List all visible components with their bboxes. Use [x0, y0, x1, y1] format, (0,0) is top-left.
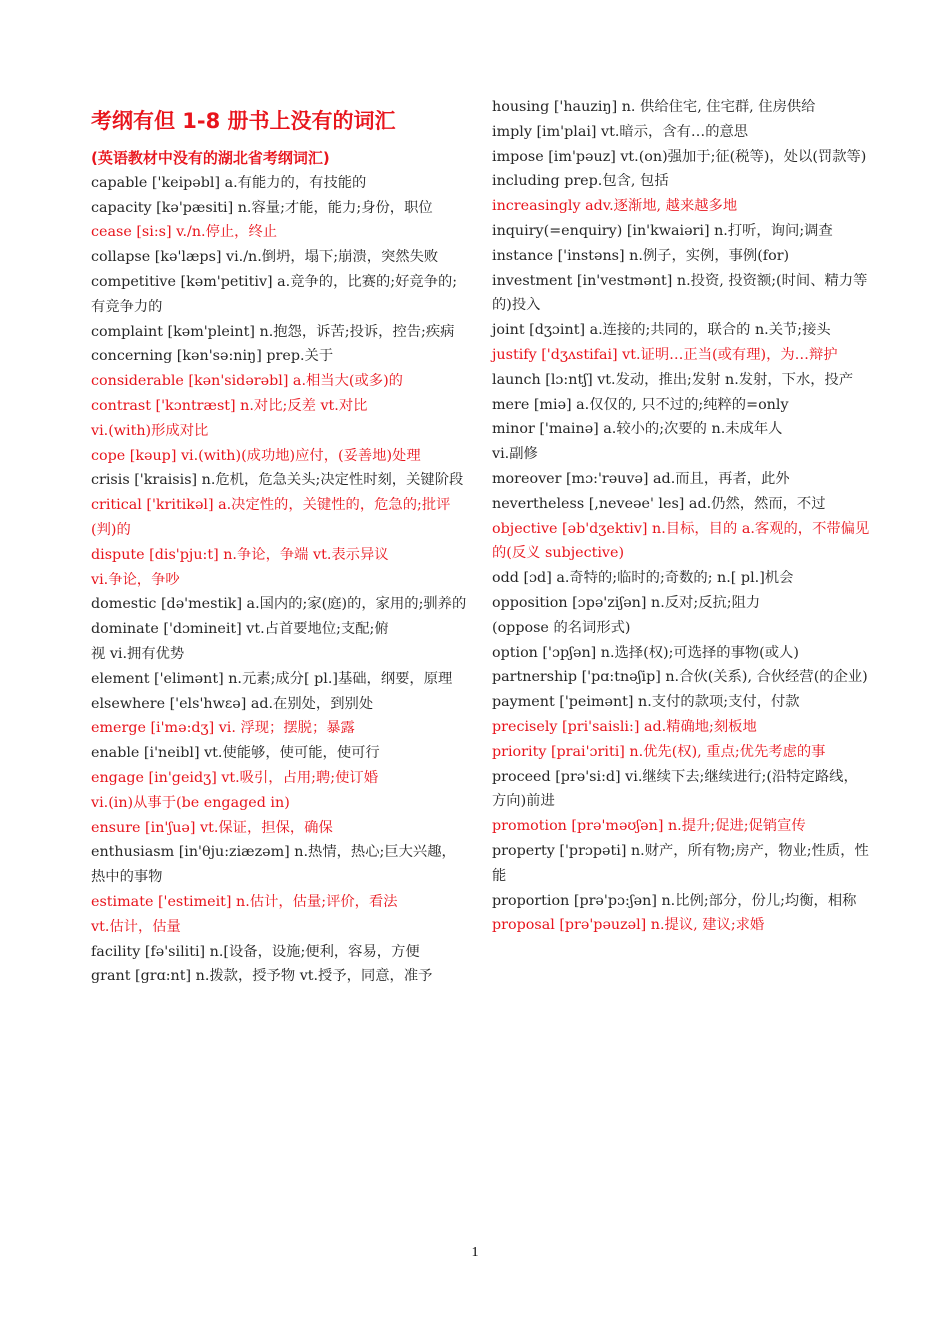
vocab-entry: facility [fə'siliti] n.[设备，设施;便利，容易，方便: [91, 943, 420, 960]
vocab-entry: instance ['instəns] n.例子，实例，事例(for): [492, 247, 790, 264]
vocab-entry: promotion [prə'məʊʃən] n.提升;促进;促销宣传: [492, 818, 806, 835]
vocab-entry: domestic [də'mestik] a.国内的;家(庭)的，家用的;驯养的: [91, 596, 467, 613]
vocab-entry: contrast ['kɔntræst] n.对比;反差 vt.对比 vi.(with)形成对比: [91, 397, 368, 439]
vocab-entry: dispute [dis'pju:t] n.争论，争端 vt.表示异议 vi.争论，争吵: [91, 546, 389, 588]
vocab-entry: precisely [pri'saisli:] ad.精确地;刻板地: [492, 718, 757, 735]
left-vocabulary-list: [91, 171, 467, 989]
vocab-entry: opposition [ɔpə'ziʃən] n.反对;反抗;阻力 (oppose 的名词形式): [492, 594, 761, 636]
vocab-entry: engage [in'geidʒ] vt.吸引，占用;聘;使订婚 vi.(in)从事于(be engaged in): [91, 769, 378, 811]
vocab-entry: complaint [kəm'pleint] n.抱怨，诉苦;投诉，控告;疾病: [91, 323, 455, 340]
vocab-entry: cease [si:s] v./n.停止，终止: [91, 224, 278, 241]
vocab-entry: capable ['keipəbl] a.有能力的，有技能的: [91, 174, 367, 191]
right-vocabulary-list: [492, 95, 870, 938]
left-column: [91, 95, 467, 989]
vocab-entry: element ['elimənt] n.元素;成分[ pl.]基础，纲要，原理: [91, 670, 453, 687]
vocab-entry: housing ['hauziŋ] n. 供给住宅, 住宅群, 住房供给: [492, 99, 816, 115]
vocab-entry: investment [in'vestmənt] n.投资, 投资额;(时间、精力等的)投入: [492, 272, 868, 314]
vocab-entry: including prep.包含, 包括: [492, 173, 669, 190]
vocab-entry: enthusiasm [in'θju:ziæzəm] n.热情，热心;巨大兴趣，热中的事物: [91, 844, 456, 886]
vocab-entry: priority [prai'ɔriti] n.优先(权), 重点;优先考虑的事: [492, 743, 826, 760]
right-column: [492, 95, 870, 938]
vocab-entry: proposal [prə'pəuzəl] n.提议, 建议;求婚: [492, 917, 765, 934]
vocab-entry: mere [miə] a.仅仅的, 只不过的;纯粹的=only: [492, 396, 789, 413]
vocab-entry: grant [grɑ:nt] n.拨款，授予物 vt.授予，同意，准予: [91, 968, 433, 985]
vocab-entry: inquiry(=enquiry) [in'kwaiəri] n.打听，询问;调查: [492, 222, 833, 239]
vocab-entry: ensure [in'ʃuə] vt.保证，担保，确保: [91, 819, 333, 836]
vocab-entry: proportion [prə'pɔ:ʃən] n.比例;部分，份儿;均衡，相称: [492, 892, 857, 909]
vocab-entry: considerable [kən'sidərəbl] a.相当大(或多)的: [91, 373, 403, 390]
vocab-entry: objective [əb'dʒektiv] n.目标，目的 a.客观的，不带偏见的(反义 subjective): [492, 520, 870, 562]
vocab-entry: option ['ɔpʃən] n.选择(权);可选择的事物(或人): [492, 644, 799, 661]
vocab-entry: property ['prɔpəti] n.财产，所有物;房产，物业;性质，性能: [492, 842, 869, 884]
vocab-entry: launch [lɔ:ntʃ] vt.发动，推出;发射 n.发射，下水，投产: [492, 371, 854, 388]
vocab-entry: joint [dʒɔint] a.连接的;共同的，联合的 n.关节;接头: [492, 322, 831, 339]
vocab-entry: justify ['dʒʌstifai] vt.证明…正当(或有理)，为…辩护: [492, 346, 838, 363]
vocab-entry: nevertheless [,neveəe' les] ad.仍然，然而，不过: [492, 495, 826, 512]
vocab-entry: cope [kəup] vi.(with)(成功地)应付，(妥善地)处理: [91, 447, 421, 464]
vocab-entry: moreover [mɔ:'rəuvə] ad.而且，再者，此外: [492, 470, 790, 487]
vocab-entry: competitive [kəm'petitiv] a.竞争的，比赛的;好竞争的;有竞争力的: [91, 273, 458, 315]
vocab-entry: concerning [kən'sə:niŋ] prep.关于: [91, 348, 334, 365]
vocab-entry: estimate ['estimeit] n.估计，估量;评价，看法 vt.估计，估量: [91, 893, 398, 935]
vocab-entry: critical ['kritikəl] a.决定性的，关键性的，危急的;批评(判)的: [91, 497, 451, 538]
vocab-entry: increasingly adv.逐渐地, 越来越多地: [492, 198, 738, 215]
vocab-entry: enable [i'neibl] vt.使能够，使可能，使可行: [91, 745, 380, 762]
page-subtitle: (英语教材中没有的湖北省考纲词汇): [91, 149, 330, 167]
vocab-entry: capacity [kə'pæsiti] n.容量;才能，能力;身份，职位: [91, 199, 433, 216]
vocab-entry: minor ['mainə] a.较小的;次要的 n.未成年人 vi.副修: [492, 421, 783, 463]
vocab-entry: elsewhere ['els'hwɛə] ad.在别处，到别处: [91, 695, 374, 712]
vocab-entry: proceed [prə'si:d] vi.继续下去;继续进行;(沿特定路线，方向)前进: [492, 768, 858, 810]
vocab-entry: odd [ɔd] a.奇特的;临时的;奇数的; n.[ pl.]机会: [492, 570, 794, 587]
vocab-entry: payment ['peimənt] n.支付的款项;支付，付款: [492, 694, 800, 711]
vocab-entry: crisis ['kraisis] n.危机，危急关头;决定性时刻，关键阶段: [91, 472, 464, 489]
vocab-entry: impose [im'pəuz] vt.(on)强加于;征(税等)，处以(罚款等): [492, 148, 867, 165]
vocab-entry: emerge [i'mə:dʒ] vi. 浮现；摆脱；暴露: [91, 720, 355, 737]
vocab-entry: partnership ['pɑ:tnəʃip] n.合伙(关系), 合伙经营(的企业): [492, 669, 868, 686]
vocab-entry: collapse [kə'læps] vi./n.倒坍，塌下;崩溃，突然失败: [91, 249, 439, 266]
page-number: 1: [471, 1245, 479, 1260]
vocab-entry: dominate ['dɔmineit] vt.占首要地位;支配;俯 视 vi.拥有优势: [91, 621, 389, 662]
vocab-entry: imply [im'plai] vt.暗示，含有…的意思: [492, 123, 749, 140]
page-title: 考纲有但 1-8 册书上没有的词汇: [91, 109, 396, 133]
